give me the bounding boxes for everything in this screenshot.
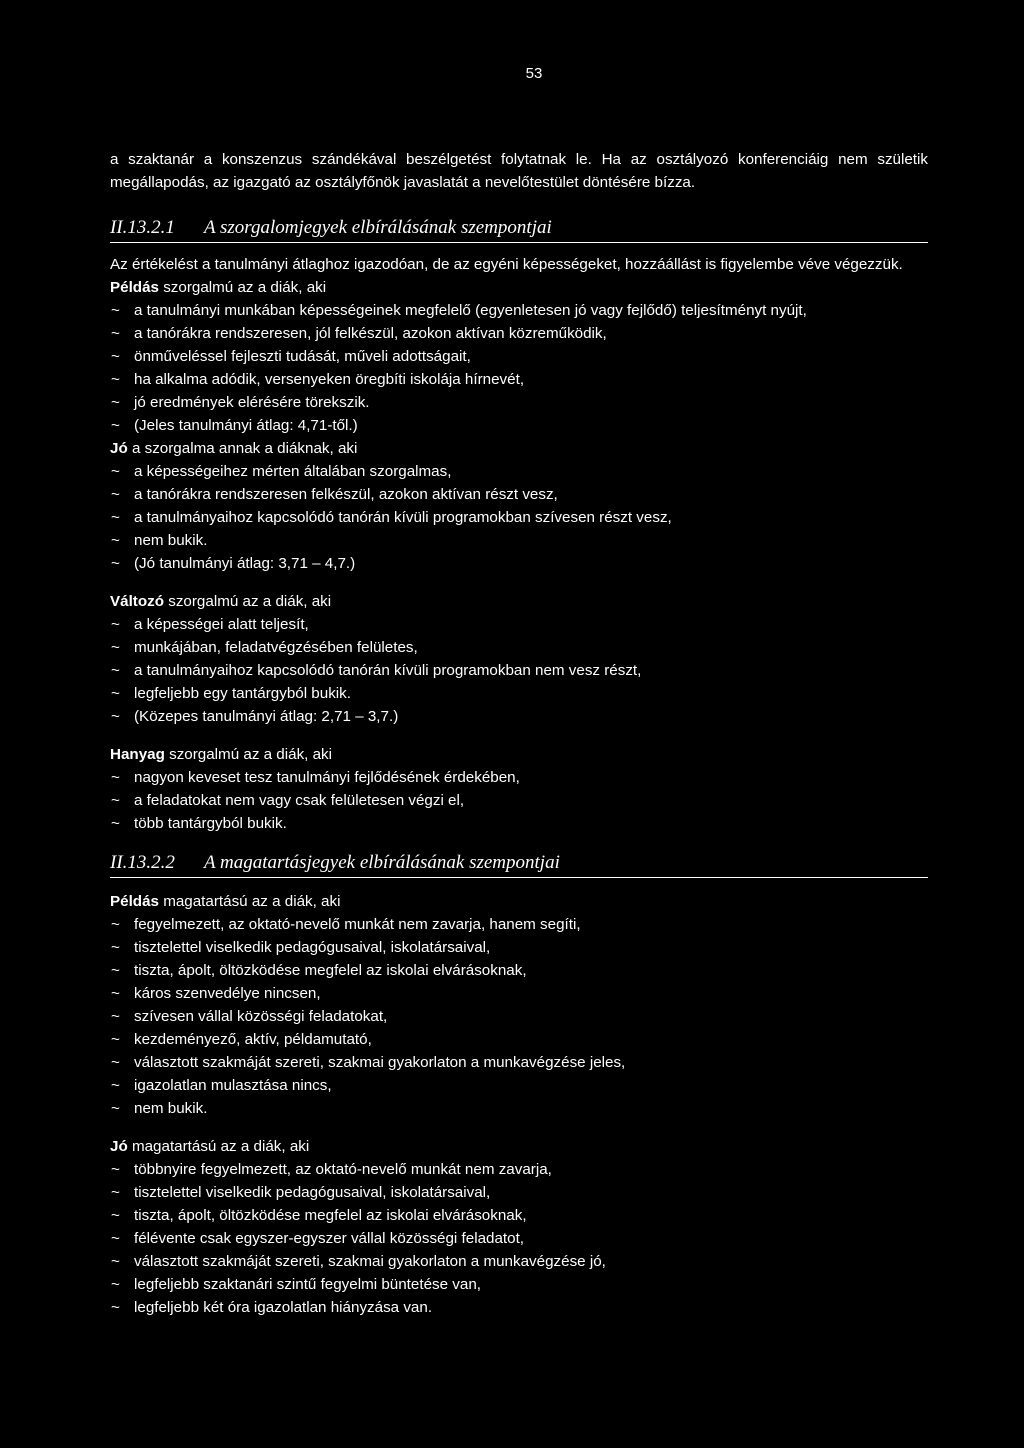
grade-lead-text: a szorgalma annak a diáknak, aki: [127, 440, 358, 457]
grade-lead: [110, 1135, 928, 1158]
list-item-text: (Jeles tanulmányi átlag: 4,71-től.): [134, 417, 358, 434]
list-item: [110, 1273, 928, 1296]
tilde-bullet-icon: ~: [111, 348, 120, 365]
grade-group: [110, 590, 928, 728]
list-item-text: nem bukik.: [134, 1100, 208, 1117]
list-item: [110, 552, 928, 575]
grade-label: Változó: [110, 593, 165, 610]
tilde-bullet-icon: ~: [111, 302, 120, 319]
tilde-bullet-icon: ~: [111, 616, 120, 633]
list-item-text: a feladatokat nem vagy csak felületesen végzi el,: [134, 792, 465, 809]
grade-lead: [110, 590, 928, 613]
list-item-text: több tantárgyból bukik.: [134, 815, 287, 832]
magatartas-groups: [110, 890, 928, 1319]
list-item-text: (Közepes tanulmányi átlag: 2,71 – 3,7.): [134, 708, 399, 725]
list-item: [110, 345, 928, 368]
criteria-list: [110, 766, 928, 835]
szorgalom-groups: [110, 276, 928, 835]
grade-label: Példás: [110, 893, 159, 910]
section-number: II.13.2.1: [110, 217, 175, 238]
grade-group: [110, 743, 928, 835]
list-item-text: tisztelettel viselkedik pedagógusaival, iskolatársaival,: [134, 1184, 491, 1201]
tilde-bullet-icon: ~: [111, 685, 120, 702]
list-item-text: a tanulmányaihoz kapcsolódó tanórán kívüli programokban nem vesz részt,: [134, 662, 642, 679]
list-item: [110, 460, 928, 483]
list-item: [110, 483, 928, 506]
tilde-bullet-icon: ~: [111, 1207, 120, 1224]
section-number: II.13.2.2: [110, 852, 175, 873]
list-item: [110, 659, 928, 682]
tilde-bullet-icon: ~: [111, 1054, 120, 1071]
grade-label: Hanyag: [110, 746, 165, 763]
list-item: [110, 1051, 928, 1074]
section-intro: Az értékelést a tanulmányi átlaghoz igazodóan, de az egyéni képességeket, hozzáállást is figyelembe véve végezzük.: [110, 256, 903, 273]
tilde-bullet-icon: ~: [111, 769, 120, 786]
grade-label: Példás: [110, 279, 159, 296]
list-item-text: tisztelettel viselkedik pedagógusaival, iskolatársaival,: [134, 939, 491, 956]
list-item: [110, 322, 928, 345]
tilde-bullet-icon: ~: [111, 486, 120, 503]
tilde-bullet-icon: ~: [111, 1100, 120, 1117]
list-item: [110, 636, 928, 659]
list-item-text: önműveléssel fejleszti tudását, műveli adottságait,: [134, 348, 471, 365]
list-item: [110, 1250, 928, 1273]
list-item: [110, 529, 928, 552]
tilde-bullet-icon: ~: [111, 1077, 120, 1094]
grade-label: Jó: [110, 1138, 128, 1155]
grade-lead: [110, 890, 928, 913]
list-item-text: tiszta, ápolt, öltözködése megfelel az iskolai elvárásoknak,: [134, 962, 527, 979]
list-item: [110, 766, 928, 789]
section-heading-szorgalom: [110, 216, 928, 243]
tilde-bullet-icon: ~: [111, 985, 120, 1002]
list-item-text: nagyon keveset tesz tanulmányi fejlődésének érdekében,: [134, 769, 520, 786]
list-item: [110, 789, 928, 812]
list-item-text: tiszta, ápolt, öltözködése megfelel az iskolai elvárásoknak,: [134, 1207, 527, 1224]
list-item: [110, 959, 928, 982]
list-item: [110, 1097, 928, 1120]
intro-paragraph: a szaktanár a konszenzus szándékával beszélgetést folytatnak le. Ha az osztályozó konferenciáig nem születik megállapodás, az igazgató az osztályfőnök javaslatát a nevelőtestület döntésére bízza.: [110, 151, 928, 191]
criteria-list: [110, 460, 928, 575]
tilde-bullet-icon: ~: [111, 815, 120, 832]
list-item-text: választott szakmáját szereti, szakmai gyakorlaton a munkavégzése jeles,: [134, 1054, 626, 1071]
list-item: [110, 982, 928, 1005]
page-number: 53: [525, 65, 543, 82]
list-item-text: választott szakmáját szereti, szakmai gyakorlaton a munkavégzése jó,: [134, 1253, 606, 1270]
list-item-text: a képességei alatt teljesít,: [134, 616, 309, 633]
list-item-text: a képességeihez mérten általában szorgalmas,: [134, 463, 452, 480]
tilde-bullet-icon: ~: [111, 1184, 120, 1201]
tilde-bullet-icon: ~: [111, 639, 120, 656]
list-item: [110, 414, 928, 437]
criteria-list: [110, 299, 928, 437]
grade-group: [110, 1135, 928, 1319]
list-item: [110, 1074, 928, 1097]
grade-label: Jó: [110, 440, 128, 457]
tilde-bullet-icon: ~: [111, 1276, 120, 1293]
list-item-text: szívesen vállal közösségi feladatokat,: [134, 1008, 388, 1025]
list-item: [110, 1227, 928, 1250]
tilde-bullet-icon: ~: [111, 417, 120, 434]
list-item-text: igazolatlan mulasztása nincs,: [134, 1077, 332, 1094]
list-item-text: ha alkalma adódik, versenyeken öregbíti iskolája hírnevét,: [134, 371, 525, 388]
list-item-text: fegyelmezett, az oktató-nevelő munkát nem zavarja, hanem segíti,: [134, 916, 581, 933]
tilde-bullet-icon: ~: [111, 662, 120, 679]
grade-lead: [110, 276, 928, 299]
list-item: [110, 913, 928, 936]
list-item: [110, 391, 928, 414]
grade-lead-text: magatartású az a diák, aki: [158, 893, 341, 910]
tilde-bullet-icon: ~: [111, 555, 120, 572]
grade-group: [110, 437, 928, 575]
list-item-text: legfeljebb két óra igazolatlan hiányzása van.: [134, 1299, 433, 1316]
tilde-bullet-icon: ~: [111, 792, 120, 809]
list-item: [110, 705, 928, 728]
list-item: [110, 1005, 928, 1028]
tilde-bullet-icon: ~: [111, 325, 120, 342]
list-item: [110, 613, 928, 636]
list-item-text: jó eredmények elérésére törekszik.: [134, 394, 370, 411]
page-content: [110, 148, 928, 1319]
list-item-text: félévente csak egyszer-egyszer vállal közösségi feladatot,: [134, 1230, 525, 1247]
list-item: [110, 1296, 928, 1319]
list-item: [110, 1204, 928, 1227]
tilde-bullet-icon: ~: [111, 1161, 120, 1178]
list-item-text: a tanórákra rendszeresen felkészül, azokon aktívan részt vesz,: [134, 486, 558, 503]
list-item-text: nem bukik.: [134, 532, 208, 549]
tilde-bullet-icon: ~: [111, 916, 120, 933]
criteria-list: [110, 1158, 928, 1319]
tilde-bullet-icon: ~: [111, 1031, 120, 1048]
list-item-text: kezdeményező, aktív, példamutató,: [134, 1031, 372, 1048]
tilde-bullet-icon: ~: [111, 371, 120, 388]
list-item-text: (Jó tanulmányi átlag: 3,71 – 4,7.): [134, 555, 356, 572]
section-title: A szorgalomjegyek elbírálásának szempontjai: [204, 217, 552, 238]
grade-lead-text: szorgalmú az a diák, aki: [164, 593, 332, 610]
tilde-bullet-icon: ~: [111, 1230, 120, 1247]
list-item-text: a tanulmányaihoz kapcsolódó tanórán kívüli programokban szívesen részt vesz,: [134, 509, 672, 526]
list-item: [110, 682, 928, 705]
section-title: A magatartásjegyek elbírálásának szempontjai: [204, 852, 560, 873]
tilde-bullet-icon: ~: [111, 532, 120, 549]
tilde-bullet-icon: ~: [111, 1253, 120, 1270]
tilde-bullet-icon: ~: [111, 962, 120, 979]
list-item: [110, 812, 928, 835]
list-item-text: legfeljebb szaktanári szintű fegyelmi büntetése van,: [134, 1276, 481, 1293]
list-item-text: káros szenvedélye nincsen,: [134, 985, 321, 1002]
tilde-bullet-icon: ~: [111, 1008, 120, 1025]
criteria-list: [110, 613, 928, 728]
criteria-list: [110, 913, 928, 1120]
section-heading-magatartas: [110, 851, 928, 878]
grade-lead-text: szorgalmú az a diák, aki: [164, 746, 333, 763]
grade-group: [110, 276, 928, 437]
grade-lead: [110, 743, 928, 766]
grade-lead: [110, 437, 928, 460]
list-item-text: a tanulmányi munkában képességeinek megfelelő (egyenletesen jó vagy fejlődő) teljesítményt nyújt,: [134, 302, 807, 319]
list-item-text: legfeljebb egy tantárgyból bukik.: [134, 685, 351, 702]
grade-lead-text: magatartású az a diák, aki: [127, 1138, 310, 1155]
tilde-bullet-icon: ~: [111, 394, 120, 411]
list-item: [110, 936, 928, 959]
list-item-text: többnyire fegyelmezett, az oktató-nevelő munkát nem zavarja,: [134, 1161, 552, 1178]
tilde-bullet-icon: ~: [111, 509, 120, 526]
tilde-bullet-icon: ~: [111, 708, 120, 725]
list-item-text: a tanórákra rendszeresen, jól felkészül, azokon aktívan közreműködik,: [134, 325, 607, 342]
tilde-bullet-icon: ~: [111, 939, 120, 956]
tilde-bullet-icon: ~: [111, 1299, 120, 1316]
list-item-text: munkájában, feladatvégzésében felületes,: [134, 639, 418, 656]
grade-group: [110, 890, 928, 1120]
tilde-bullet-icon: ~: [111, 463, 120, 480]
list-item: [110, 1028, 928, 1051]
list-item: [110, 506, 928, 529]
list-item: [110, 1158, 928, 1181]
list-item: [110, 368, 928, 391]
list-item: [110, 1181, 928, 1204]
grade-lead-text: szorgalmú az a diák, aki: [158, 279, 327, 296]
list-item: [110, 299, 928, 322]
